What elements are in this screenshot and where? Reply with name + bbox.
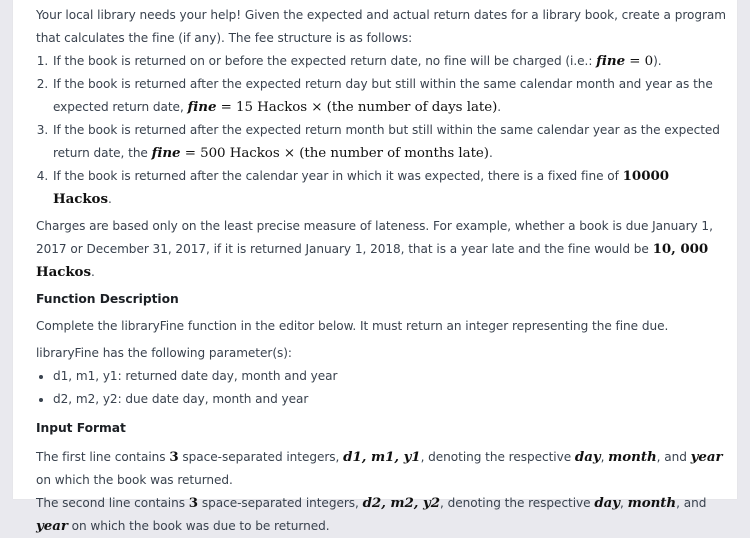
charges-math: 10, 000 Hackos [36,241,709,280]
fee-rule-1 [52,50,726,73]
function-description-heading: Function Description [36,292,179,306]
rule-end: ). [653,54,662,68]
rule-text: If the book is returned after the calendar year in which it was expected, there is a fixed fine of [53,169,623,183]
charges-paragraph: Charges are based only on the least precise measure of lateness. For example, whether a book is due January 1, 2017 or December 31, 2017, if it is returned January 1, 2018, that is a year late and the fine would be 10, 000 Hackos. [36,219,713,280]
rule-end: . [488,146,493,160]
rule-text: If the book is returned after the expected return month but still within the same calendar year as the expected return date, the [53,123,720,160]
params-list [36,365,726,411]
intro-line-2: calculates the fine (if any). The fee structure is as follows: [64,31,413,45]
problem-statement-content [36,0,726,538]
function-description-text: Complete the libraryFine function in the editor below. It must return an integer representing the fine due. [36,319,669,333]
fee-rule-2 [52,73,726,119]
rule-end: . [497,100,502,114]
input-line-1: The first line contains 3 space-separated integers, d1, m1, y1, denoting the respective day, month, and year on which the book was returned. [36,449,723,487]
params-intro: libraryFine has the following parameter(s): [36,346,292,360]
rule-text: If the book is returned on or before the expected return date, no fine will be charged (i.e.: [53,54,597,68]
input-format-heading: Input Format [36,421,126,435]
intro-line-1: Your local library needs your help! Given the expected and actual return dates for a library book, create a program that [36,8,726,45]
rule-math: fine = 15 Hackos × (the number of days late) [187,99,498,115]
fee-rule-3 [52,119,726,165]
rule-math: 10000 Hackos [53,168,669,207]
problem-statement-panel [13,0,737,534]
rule-math: fine = 500 Hackos × (the number of months late) [151,145,489,161]
rule-text: If the book is returned after the expected return day but still within the same calendar month and year as the expected return date, [53,77,713,114]
param-item-returned: • d1, m1, y1: returned date day, month and year [53,365,726,388]
input-line-2: The second line contains 3 space-separated integers, d2, m2, y2, denoting the respective day, month, and year on which the book was due to be returned. [36,495,707,534]
intro-paragraph [36,0,726,50]
charges-text: Charges are based only on the least precise measure of lateness. For example, whether a book is due January 1, 2017 or December 31, 2017, if it is returned January 1, 2018, that is a year late and the fine would be [36,219,713,256]
param-item-due: • d2, m2, y2: due date day, month and year [53,388,726,411]
fee-rule-4 [52,165,726,211]
rule-math: fine = 0 [596,53,654,69]
fee-rules-list [36,50,726,211]
rule-end: . [107,192,112,206]
